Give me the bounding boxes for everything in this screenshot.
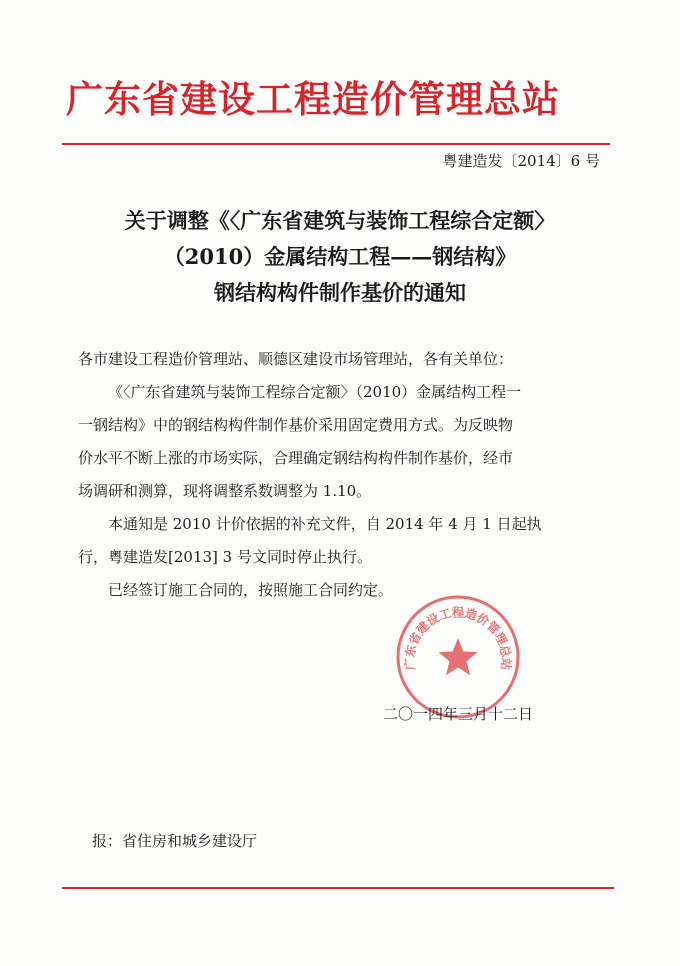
paragraph-1-line-3: 价水平不断上涨的市场实际，合理确定钢结构构件制作基价，经市 xyxy=(78,449,514,467)
paragraph-3: 已经签订施工合同的，按照施工合同约定。 xyxy=(108,581,394,599)
title-line-3: 钢结构构件制作基价的通知 xyxy=(214,280,466,305)
paragraph-2-line-2: 行，粤建造发[2013] 3 号文同时停止执行。 xyxy=(78,548,372,566)
header-divider xyxy=(62,143,610,145)
cc-recipient: 报：省住房和城乡建设厅 xyxy=(92,832,258,850)
paragraph-1-line-2: 一钢结构》中的钢结构构件制作基价采用固定费用方式。为反映物 xyxy=(78,416,514,434)
notice-title xyxy=(60,203,620,311)
issue-date: 二〇一四年三月十二日 xyxy=(383,705,534,723)
document-number: 粤建造发〔2014〕6 号 xyxy=(442,152,600,170)
notice-body xyxy=(78,343,618,607)
salutation: 各市建设工程造价管理站、顺德区建设市场管理站，各有关单位： xyxy=(78,350,514,368)
title-line-2: （2010）金属结构工程——钢结构》 xyxy=(163,244,517,269)
paragraph-1-line-4: 场调研和测算，现将调整系数调整为 1.10。 xyxy=(78,482,372,500)
footer-divider xyxy=(62,887,614,889)
issuing-org-title: 广东省建设工程造价管理总站 xyxy=(66,77,560,121)
paragraph-1-line-1: 《〈广东省建筑与装饰工程综合定额〉（2010）金属结构工程一 xyxy=(108,383,522,401)
seal-text: 广东省建设工程造价管理总站 xyxy=(402,605,514,671)
title-line-1: 关于调整《〈广东省建筑与装饰工程综合定额〉 xyxy=(124,208,556,233)
paragraph-2-line-1: 本通知是 2010 计价依据的补充文件，自 2014 年 4 月 1 日起执 xyxy=(108,515,542,533)
